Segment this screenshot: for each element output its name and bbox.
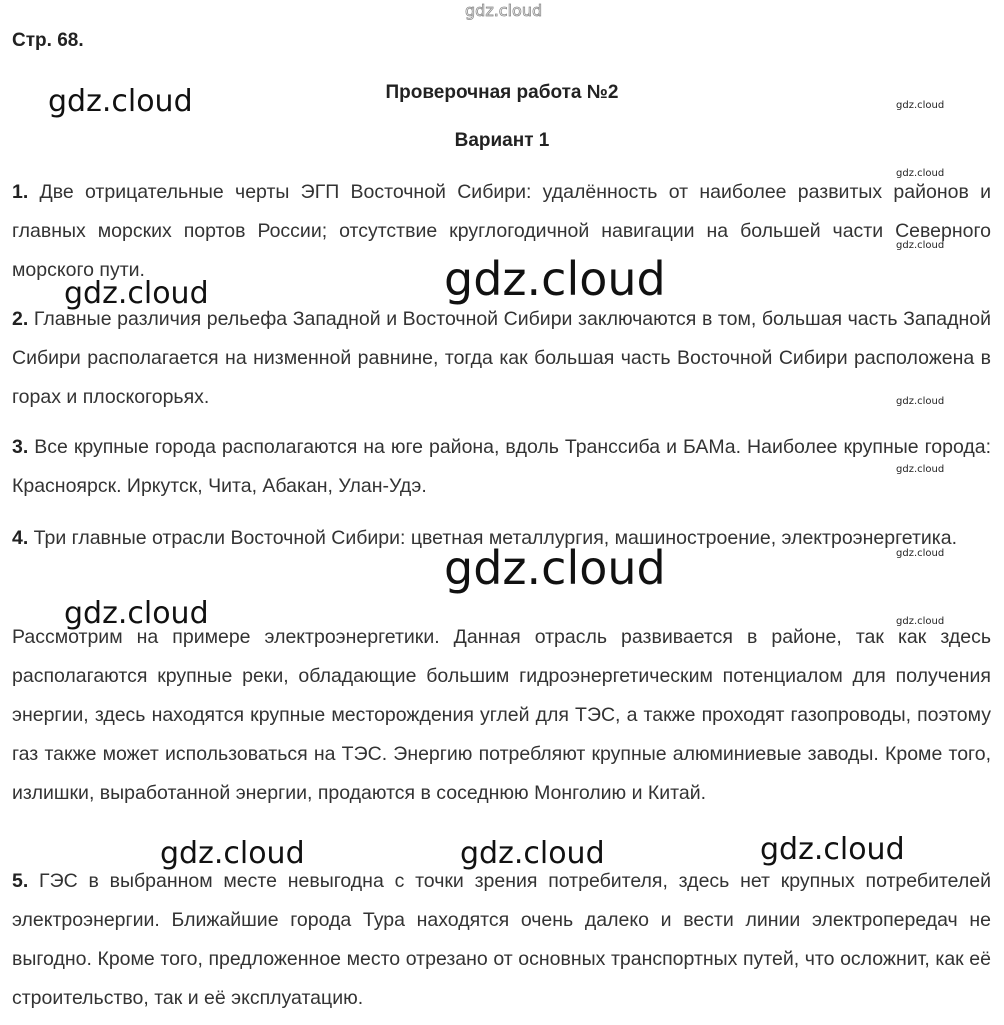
answer-text: Две отрицательные черты ЭГП Восточной Сибири: удалённость от наиболее развитых районов и главных морских портов России; отсутствие круглогодичной навигации на большей части Северного морского пути. — [12, 181, 991, 281]
variant-title: Вариант 1 — [454, 130, 550, 151]
answer-number: 4. — [12, 527, 29, 549]
answer-text: Все крупные города располагаются на юге района, вдоль Транссиба и БАМа. Наиболее крупные города: Красноярск. Иркутск, Чита, Абакан, Улан-Удэ. — [12, 436, 991, 497]
watermark-top: gdz.cloud — [465, 1, 543, 20]
watermark-large: gdz.cloud — [444, 252, 666, 306]
watermark: gdz.cloud — [48, 84, 193, 119]
answer-text: Рассмотрим на примере электроэнергетики. Данная отрасль развивается в районе, так как здесь располагаются крупные реки, обладающие большим гидроэнергетическим потенциалом для получения энергии, здесь находятся крупные месторождения углей для ТЭС, а также проходят газопроводы, поэтому газ также может использоваться на ТЭС. Энергию потребляют крупные алюминиевые заводы. Кроме того, излишки, выработанной энергии, продаются в соседнюю Монголию и Китай. — [12, 626, 991, 804]
answer-3 — [12, 428, 991, 506]
answer-2 — [12, 300, 991, 417]
watermark-large: gdz.cloud — [444, 541, 666, 595]
answer-number: 5. — [12, 870, 29, 892]
watermark: gdz.cloud — [64, 276, 209, 311]
answer-4-explanation — [12, 618, 991, 813]
answer-number: 2. — [12, 308, 29, 330]
watermark-small: gdz.cloud — [896, 616, 945, 627]
watermark-small: gdz.cloud — [896, 548, 945, 559]
watermark-small: gdz.cloud — [896, 240, 945, 251]
answer-text: Главные различия рельефа Западной и Восточной Сибири заключаются в том, большая часть Западной Сибири располагается на низменной равнине, тогда как большая часть Восточной Сибири расположена в горах и плоскогорьях. — [12, 308, 991, 408]
watermark: gdz.cloud — [460, 836, 605, 871]
watermark-small: gdz.cloud — [896, 464, 945, 475]
answer-number: 3. — [12, 436, 29, 458]
watermark: gdz.cloud — [760, 832, 905, 867]
answer-5 — [12, 862, 991, 1018]
page-reference: Стр. 68. — [12, 30, 84, 51]
watermark-small: gdz.cloud — [896, 168, 945, 179]
answer-text: Три главные отрасли Восточной Сибири: цветная металлургия, машиностроение, электроэнергетика. — [28, 527, 958, 549]
answer-number: 1. — [12, 181, 29, 203]
watermark-small: gdz.cloud — [896, 396, 945, 407]
answer-1 — [12, 173, 991, 290]
answer-4 — [12, 516, 991, 560]
watermark: gdz.cloud — [160, 836, 305, 871]
answer-text: ГЭС в выбранном месте невыгодна с точки зрения потребителя, здесь нет крупных потребителей электроэнергии. Ближайшие города Тура находятся очень далеко и вести линии электропередач не выгодно. Кроме того, предложенное место отрезано от основных транспортных путей, что осложнит, как её строительство, так и её эксплуатацию. — [12, 870, 991, 1009]
watermark: gdz.cloud — [64, 596, 209, 631]
watermark-small: gdz.cloud — [896, 100, 945, 111]
document-title: Проверочная работа №2 — [385, 82, 619, 103]
